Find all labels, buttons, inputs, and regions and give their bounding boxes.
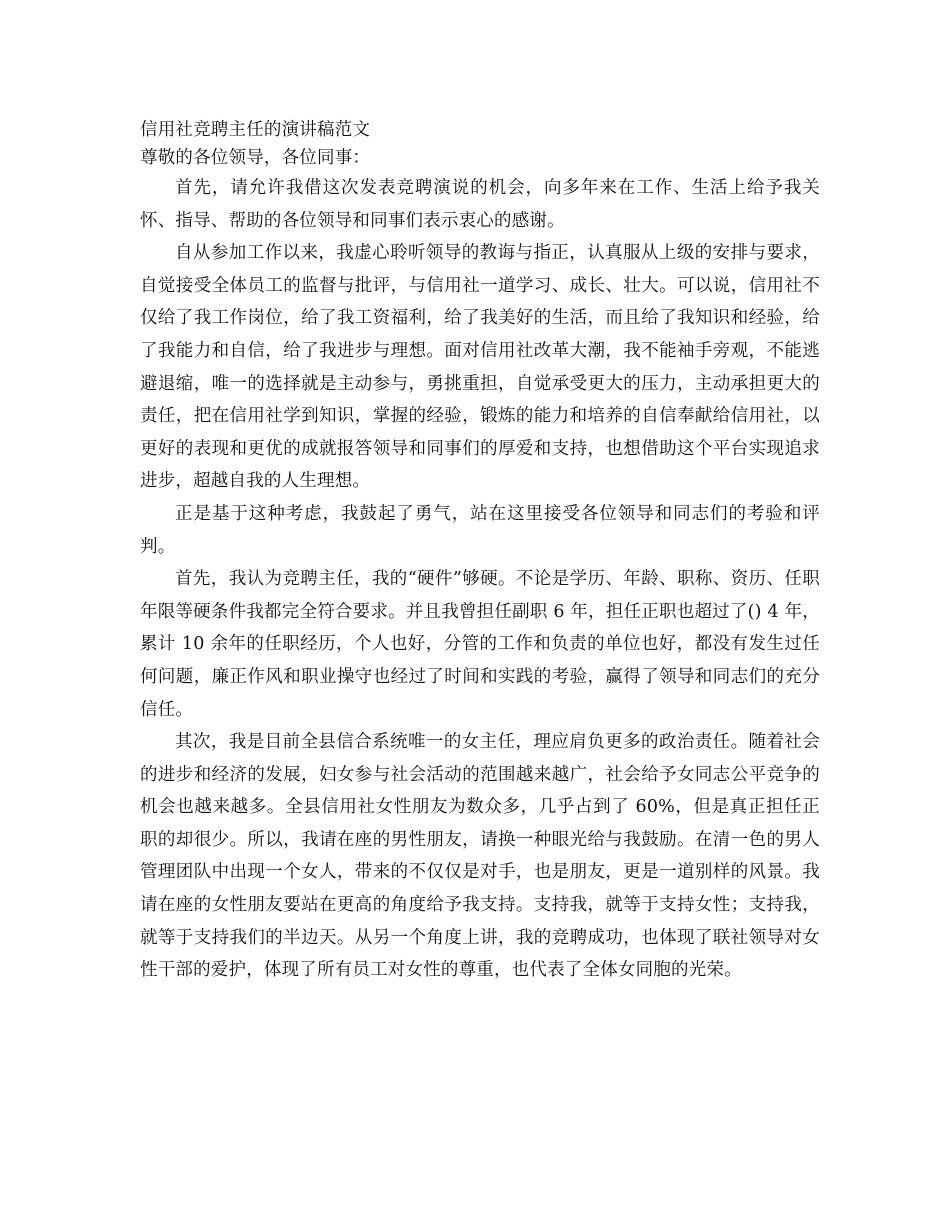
- paragraph-female-director: 其次，我是目前全县信合系统唯一的女主任，理应肩负更多的政治责任。随着社会的进步和经济的发展，妇女参与社会活动的范围越来越广，社会给予女同志公平竞争的机会也越来越多。全县信用社女性朋友为数众多，几乎占到了 60%，但是真正担任正职的却很少。所以，我请在座的男性朋友，请换一种眼光给与我鼓励。在清一色的男人管理团队中出现一个女人，带来的不仅仅是对手，也是朋友，更是一道别样的风景。我请在座的女性朋友要站在更高的角度给予我支持。支持我，就等于支持女性；支持我，就等于支持我们的半边天。从另一个角度上讲，我的竞聘成功，也体现了联社领导对女性干部的爱护，体现了所有员工对女性的尊重，也代表了全体女同胞的光荣。: [140, 732, 820, 981]
- paragraph-work-experience: 自从参加工作以来，我虚心聆听领导的教诲与指正，认真服从上级的安排与要求，自觉接受全体员工的监督与批评，与信用社一道学习、成长、壮大。可以说，信用社不仅给了我工作岗位，给了我工资福利，给了我美好的生活，而且给了我知识和经验，给了我能力和自信，给了我进步与理想。面对信用社改革大潮，我不能袖手旁观，不能逃避退缩，唯一的选择就是主动参与，勇挑重担，自觉承受更大的压力，主动承担更大的责任，把在信用社学到知识，掌握的经验，锻炼的能力和培养的自信奉献给信用社，以更好的表现和更优的成就报答领导和同事们的厚爱和支持，也想借助这个平台实现追求进步，超越自我的人生理想。: [140, 243, 820, 492]
- paragraph-qualifications: 首先，我认为竞聘主任，我的“硬件”够硬。不论是学历、年龄、职称、资历、任职年限等硬条件我都完全符合要求。并且我曾担任副职 6 年，担任正职也超过了() 4 年，累计 10 余年的任职经历，个人也好，分管的工作和负责的单位也好，都没有发生过任何问题，廉正作风和职业操守也经过了时间和实践的考验，赢得了领导和同志们的充分信任。: [140, 569, 820, 720]
- paragraph-thanks: 首先，请允许我借这次发表竞聘演说的机会，向多年来在工作、生活上给予我关怀、指导、帮助的各位领导和同事们表示衷心的感谢。: [140, 178, 820, 231]
- document-body: [140, 118, 820, 987]
- paragraph-motivation: 正是基于这种考虑，我鼓起了勇气，站在这里接受各位领导和同志们的考验和评判。: [140, 503, 820, 557]
- document-title: 信用社竞聘主任的演讲稿范文: [140, 120, 371, 140]
- salutation: 尊敬的各位领导，各位同事：: [140, 148, 371, 168]
